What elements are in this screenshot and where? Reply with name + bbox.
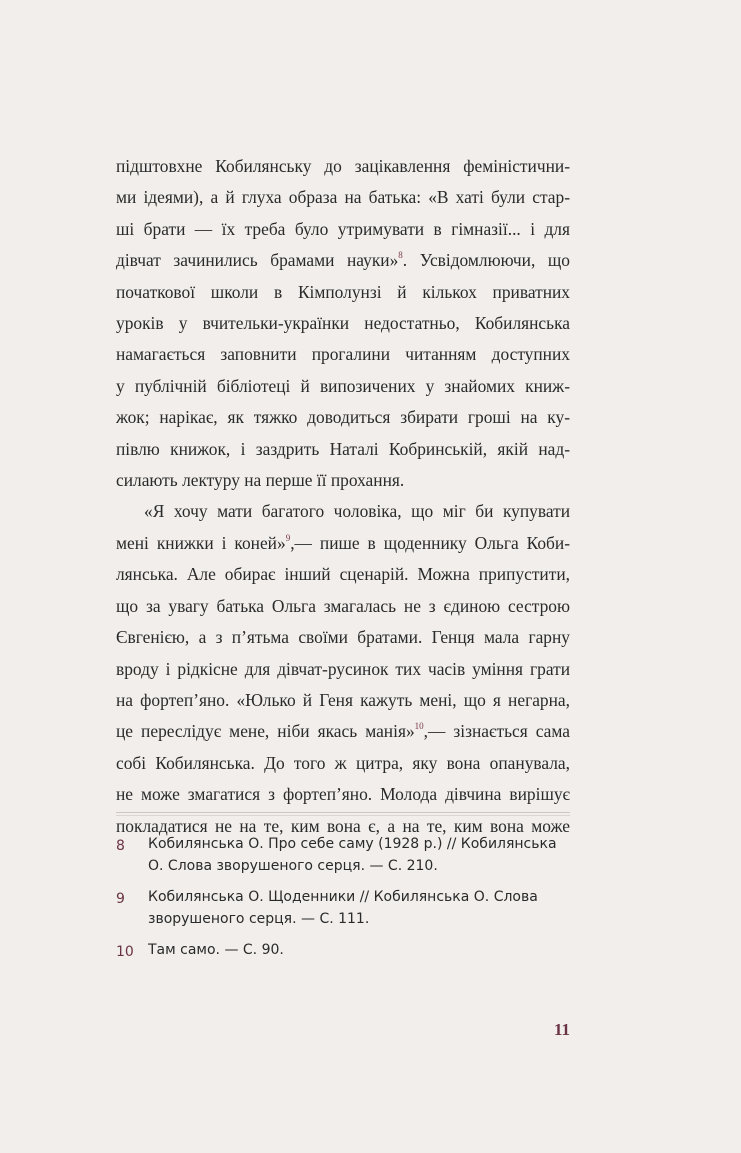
text-line: «Я хочу мати багатого чоловіка, що міг би купувати — [144, 501, 570, 522]
text-segment: ,— зізнається сама — [423, 721, 570, 742]
footnote-number: 8 — [116, 838, 125, 854]
text-segment: дівчат зачинились брамами науки» — [116, 250, 399, 271]
footnote-divider — [116, 812, 570, 813]
text-line: Євгенією, а з п’ятьма своїми братами. Генця мала гарну — [116, 627, 570, 648]
paragraph-2 — [116, 496, 570, 841]
text-line: собі Кобилянська. До того ж цитра, яку вона опанувала, — [116, 752, 570, 773]
text-line: півлю книжок, і заздрить Наталі Кобринській, якій над- — [116, 438, 570, 459]
text-line: лянська. Але обирає інший сценарій. Можна припустити, — [116, 564, 570, 585]
text-line: у публічній бібліотеці й випозичених у знайомих книж- — [116, 375, 570, 396]
text-segment: ,— пише в щоденнику Ольга Коби- — [290, 532, 571, 553]
footnote-text: Там само. — С. 90. — [148, 942, 284, 958]
text-line: жок; нарікає, як тяжко доводиться збирати гроші на ку- — [116, 407, 570, 428]
text-segment: . Усвідомлюючи, що — [402, 250, 571, 271]
footnote-number: 9 — [116, 891, 125, 907]
text-line: початкової школи в Кімполунзі й кількох приватних — [116, 281, 570, 302]
text-line: покладатися не на те, ким вона є, а на те, ким вона може — [116, 815, 570, 836]
text-line: підштовхне Кобилянську до зацікавлення феміністични- — [116, 156, 570, 176]
text-line: ми ідеями), а й глуха образа на батька: «В хаті були стар- — [116, 187, 570, 208]
footnote-8 — [116, 833, 576, 877]
text-line — [116, 716, 570, 747]
text-line: вроду і рідкісне для дівчат-русинок тих часів уміння грати — [116, 658, 570, 679]
footnote-number: 10 — [116, 944, 134, 960]
footnote-text: Кобилянська О. Про себе саму (1928 р.) // Кобилянська О. Слова зворушеного серця. — С. 210. — [148, 836, 557, 874]
text-line — [116, 528, 570, 559]
text-line: що за увагу батька Ольга змагалась не з єдиною сестрою — [116, 595, 570, 616]
footnote-ref-9[interactable]: 9 — [285, 532, 291, 543]
footnote-text: Кобилянська О. Щоденники // Кобилянська О. Слова зворушеного серця. — С. 111. — [148, 889, 538, 927]
footnote-10 — [116, 939, 576, 963]
footnote-ref-10[interactable]: 10 — [414, 721, 424, 732]
text-segment: мені книжки і коней» — [116, 532, 286, 553]
text-segment: це переслідує мене, ніби якась манія» — [116, 721, 415, 742]
paragraph-1 — [116, 151, 570, 496]
footnote-ref-8[interactable]: 8 — [398, 250, 403, 261]
text-line: намагається заповнити прогалини читанням доступних — [116, 344, 570, 365]
page-number: 11 — [553, 1020, 570, 1039]
text-line: на фортеп’яно. «Юлько й Геня кажуть мені, що я негарна, — [116, 689, 570, 710]
footnote-9 — [116, 886, 576, 930]
text-line: не може змагатися з фортеп’яно. Молода дівчина вирішує — [116, 784, 570, 805]
footnotes — [116, 833, 576, 972]
footnote-divider-secondary — [116, 815, 570, 816]
text-line: ші брати — їх треба було утримувати в гімназії... і для — [116, 218, 570, 239]
body-text — [116, 151, 570, 842]
text-line — [116, 245, 570, 276]
text-line: силають лектуру на перше її прохання. — [116, 470, 405, 491]
text-line: уроків у вчительки-українки недостатньо, Кобилянська — [116, 313, 570, 334]
